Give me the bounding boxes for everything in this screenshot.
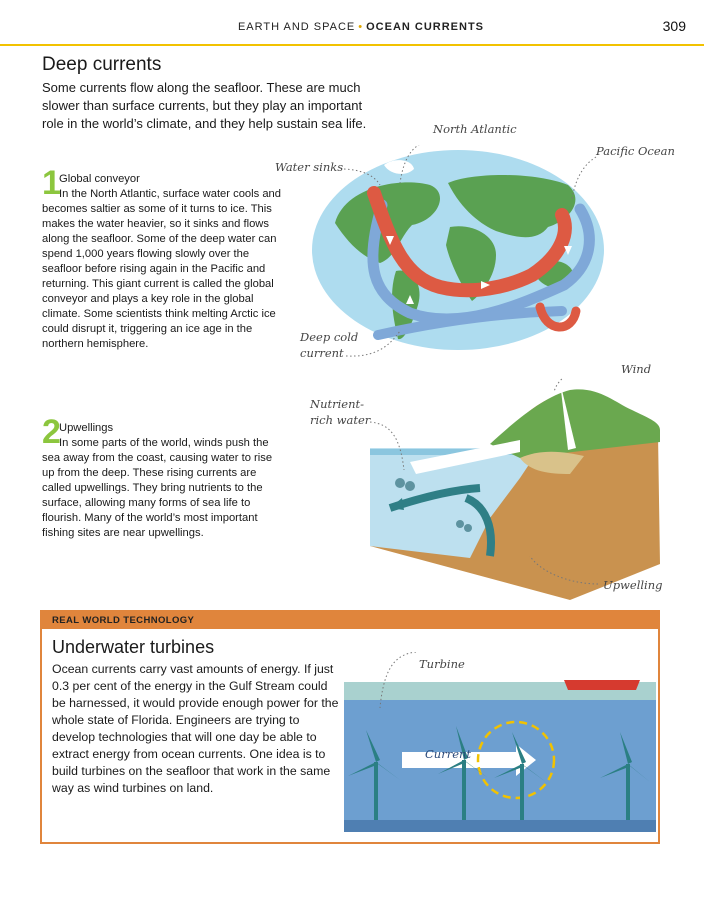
callout-water-sinks: Water sinks (275, 160, 344, 174)
page-number: 309 (662, 18, 686, 34)
turbine-tower (520, 764, 524, 820)
callout-current: Current (425, 747, 472, 761)
running-head-section: EARTH AND SPACE (237, 21, 356, 33)
callout-pacific-ocean: Pacific Ocean (596, 144, 675, 158)
fish-icon (405, 481, 415, 491)
callout-turbine: Turbine (419, 657, 465, 671)
running-head-topic: OCEAN CURRENTS (366, 21, 485, 33)
upwelling-illustration (370, 378, 670, 600)
tech-box-label: REAL WORLD TECHNOLOGY (42, 612, 658, 629)
step-number: 2 (42, 413, 61, 451)
step-upwellings (42, 413, 287, 541)
step-title: Global conveyor (59, 173, 140, 185)
page-header (0, 0, 704, 46)
tech-title: Underwater turbines (52, 637, 215, 657)
ship-cabin (584, 670, 612, 680)
callout-deep-cold-line1: Deep cold (300, 330, 359, 344)
callout-deep-cold-line2: current (300, 346, 344, 360)
ship-icon (564, 680, 640, 690)
fish-icon (456, 520, 464, 528)
seafloor (344, 820, 656, 832)
section-title: Deep currents (42, 54, 162, 75)
callout-north-atlantic: North Atlantic (433, 122, 517, 136)
running-head (0, 21, 704, 33)
callout-wind: Wind (621, 362, 652, 376)
turbine-tower (626, 764, 630, 820)
callout-nutrient-line1: Nutrient- (310, 397, 364, 411)
intro-paragraph: Some currents flow along the seafloor. These are much slower than surface currents, but they play an important role in the world’s climate, and they help sustain sea life. (42, 80, 367, 131)
step-body: In the North Atlantic, surface water cools and becomes saltier as some of it turns to ice. This makes the water heavier, so it sinks and flows along the seafloor. Some of the deep water can spend 1,000 years flowing slowly over the seafloor before rising again in the Pacific and returning. This giant current is called the global conveyor and plays a key role in the global climate. Some scientists think melting Arctic ice could disrupt it, triggering an ice age in the northern hemisphere. (42, 188, 282, 350)
turbine-tower (462, 760, 466, 820)
fish-icon (464, 524, 472, 532)
bullet-icon: • (358, 21, 364, 33)
step-global-conveyor (42, 164, 287, 352)
callout-nutrient-line2: rich water (310, 413, 371, 427)
fish-icon (395, 478, 405, 488)
callout-upwelling: Upwelling (603, 578, 663, 592)
step-number: 1 (42, 164, 61, 202)
step-title: Upwellings (59, 422, 114, 434)
step-body: In some parts of the world, winds push the sea away from the coast, causing water to rise up from the deep. These rising currents are called upwellings. They bring nutrients to the surface, allowing many forms of sea life to flourish. Many of the world’s most important fishing sites are near upwellings. (42, 437, 273, 539)
turbine-illustration (344, 652, 656, 834)
turbine-tower (374, 762, 378, 820)
tech-body: Ocean currents carry vast amounts of energy. If just 0.3 per cent of the energy in the Gulf Stream could be harnessed, it would provide enough power for the whole state of Florida. Engineers are trying to develop technologies that will one day be able to extract energy from ocean currents. One idea is to build turbines on the seafloor that work in the same way as wind turbines on land. (52, 662, 339, 795)
real-world-technology-box (40, 610, 660, 844)
